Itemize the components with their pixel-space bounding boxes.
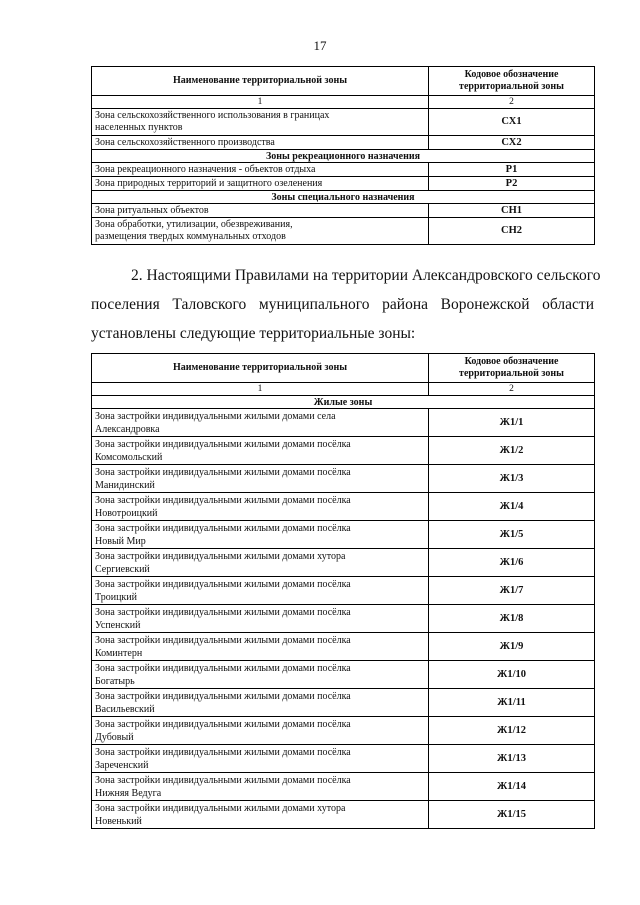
header-zone-name: Наименование территориальной зоны xyxy=(92,67,429,96)
zone-name-line: Васильевский xyxy=(95,703,155,715)
header-zone-code-line1: Кодовое обозначение xyxy=(464,356,559,367)
table-row xyxy=(92,521,595,549)
table-row xyxy=(92,549,595,577)
section-header-row xyxy=(92,150,595,163)
paragraph-line: поселения Таловского муниципального района Воронежской области xyxy=(91,296,594,313)
zone-name-cell xyxy=(92,465,429,493)
zone-code-cell: Ж1/4 xyxy=(429,493,595,521)
table-row xyxy=(92,773,595,801)
header-zone-name: Наименование территориальной зоны xyxy=(92,354,429,383)
table-row xyxy=(92,163,595,177)
zone-name-line: Зона ритуальных объектов xyxy=(95,204,209,216)
zone-name-line: Зона застройки индивидуальными жилыми домами посёлка xyxy=(95,466,351,478)
table-row xyxy=(92,218,595,245)
zone-name-cell xyxy=(92,633,429,661)
zone-name-line: размещения твердых коммунальных отходов xyxy=(95,231,286,242)
zone-name-line: Сергиевский xyxy=(95,563,150,575)
zone-name-line: Дубовый xyxy=(95,731,134,743)
zone-code-cell: СН1 xyxy=(429,204,595,218)
column-index-row xyxy=(92,96,595,109)
table-row xyxy=(92,409,595,437)
zone-name-line: Зона рекреационного назначения - объектов отдыха xyxy=(95,163,316,175)
header-zone-code xyxy=(429,67,595,96)
zone-name-line: Нижняя Ведуга xyxy=(95,787,162,799)
column-index-row xyxy=(92,383,595,396)
zone-name-line: Зона застройки индивидуальными жилыми домами посёлка xyxy=(95,578,351,590)
table-row xyxy=(92,109,595,136)
zone-name-cell xyxy=(92,136,429,150)
paragraph-line: 2. Настоящими Правилами на территории Александровского сельского xyxy=(131,267,601,284)
zone-name-line: Комсомольский xyxy=(95,451,163,463)
zone-name-cell xyxy=(92,409,429,437)
zone-name-line: Зона застройки индивидуальными жилыми домами посёлка xyxy=(95,606,351,618)
zone-code-cell: Ж1/11 xyxy=(429,689,595,717)
section-title: Зоны специального назначения xyxy=(92,191,595,204)
zone-name-cell xyxy=(92,577,429,605)
zone-name-cell xyxy=(92,605,429,633)
zone-name-line: Александровка xyxy=(95,423,160,435)
header-zone-code-line1: Кодовое обозначение xyxy=(464,69,559,80)
table-header-row xyxy=(92,354,595,383)
zone-code-cell: Ж1/7 xyxy=(429,577,595,605)
zone-name-line: Зона сельскохозяйственного производства xyxy=(95,136,275,148)
body-paragraph xyxy=(91,261,601,348)
zone-code-cell: Р1 xyxy=(429,163,595,177)
zone-code-cell: Ж1/6 xyxy=(429,549,595,577)
zone-name-cell xyxy=(92,204,429,218)
zone-name-line: Зона застройки индивидуальными жилыми домами посёлка xyxy=(95,690,351,702)
zone-code-cell: СН2 xyxy=(429,218,595,245)
zone-name-cell xyxy=(92,109,429,136)
table-row xyxy=(92,689,595,717)
table-row xyxy=(92,661,595,689)
zone-name-cell xyxy=(92,163,429,177)
zone-name-cell xyxy=(92,717,429,745)
zone-name-line: Троицкий xyxy=(95,591,137,603)
zone-name-line: Зона застройки индивидуальными жилыми домами хутора xyxy=(95,802,346,814)
column-index-1: 1 xyxy=(92,383,429,396)
zone-name-line: Манидинский xyxy=(95,479,155,491)
zone-name-line: Зона застройки индивидуальными жилыми домами посёлка xyxy=(95,718,351,730)
zone-name-line: Новенький xyxy=(95,815,142,827)
zone-name-cell xyxy=(92,801,429,829)
zone-name-cell xyxy=(92,177,429,191)
zone-code-cell: Ж1/15 xyxy=(429,801,595,829)
zone-name-line: Зона застройки индивидуальными жилыми домами посёлка xyxy=(95,634,351,646)
zone-name-line: Новый Мир xyxy=(95,535,146,547)
header-zone-code-line2: территориальной зоны xyxy=(459,81,564,92)
header-zone-code-line2: территориальной зоны xyxy=(459,368,564,379)
zone-code-cell: Ж1/8 xyxy=(429,605,595,633)
zone-code-cell: СХ1 xyxy=(429,109,595,136)
table-row xyxy=(92,177,595,191)
section-header-row xyxy=(92,396,595,409)
zone-name-line: Зона застройки индивидуальными жилыми домами посёлка xyxy=(95,662,351,674)
zone-code-cell: Ж1/1 xyxy=(429,409,595,437)
zone-code-cell: Ж1/2 xyxy=(429,437,595,465)
zone-name-cell xyxy=(92,773,429,801)
column-index-2: 2 xyxy=(429,383,595,396)
column-index-1: 1 xyxy=(92,96,429,109)
territorial-zones-table-1 xyxy=(91,66,595,245)
zone-name-line: Успенский xyxy=(95,619,141,631)
zone-name-cell xyxy=(92,549,429,577)
section-header-row xyxy=(92,191,595,204)
zone-code-cell: Ж1/10 xyxy=(429,661,595,689)
zone-name-cell xyxy=(92,689,429,717)
zone-name-line: Зона застройки индивидуальными жилыми домами посёлка xyxy=(95,522,351,534)
zone-name-cell xyxy=(92,218,429,245)
zone-code-cell: Ж1/14 xyxy=(429,773,595,801)
paragraph-line: установлены следующие территориальные зоны: xyxy=(91,325,416,342)
zone-code-cell: Ж1/5 xyxy=(429,521,595,549)
table-row xyxy=(92,717,595,745)
table-row xyxy=(92,493,595,521)
table-row xyxy=(92,204,595,218)
table-row xyxy=(92,577,595,605)
zone-name-line: Зона застройки индивидуальными жилыми домами села xyxy=(95,410,336,422)
zone-name-cell xyxy=(92,493,429,521)
zone-code-cell: Ж1/13 xyxy=(429,745,595,773)
table-row xyxy=(92,801,595,829)
section-title: Жилые зоны xyxy=(92,396,595,409)
zone-name-cell xyxy=(92,437,429,465)
zone-code-cell: Ж1/9 xyxy=(429,633,595,661)
table-row xyxy=(92,136,595,150)
table-row xyxy=(92,633,595,661)
zone-name-line: Зона застройки индивидуальными жилыми домами хутора xyxy=(95,550,346,562)
table-row xyxy=(92,605,595,633)
zone-name-cell xyxy=(92,521,429,549)
zone-name-line: Зона застройки индивидуальными жилыми домами посёлка xyxy=(95,746,351,758)
zone-name-cell xyxy=(92,745,429,773)
table-row xyxy=(92,437,595,465)
zone-name-line: Зона застройки индивидуальными жилыми домами посёлка xyxy=(95,438,351,450)
header-zone-code xyxy=(429,354,595,383)
zone-name-line: Зона застройки индивидуальными жилыми домами посёлка xyxy=(95,494,351,506)
zone-name-cell xyxy=(92,661,429,689)
column-index-2: 2 xyxy=(429,96,595,109)
territorial-zones-table-2 xyxy=(91,353,595,829)
table-row xyxy=(92,465,595,493)
table-row xyxy=(92,745,595,773)
zone-name-line: Зона природных территорий и защитного озеленения xyxy=(95,177,323,189)
zone-code-cell: СХ2 xyxy=(429,136,595,150)
zone-name-line: населенных пунктов xyxy=(95,122,183,133)
section-title: Зоны рекреационного назначения xyxy=(92,150,595,163)
zone-name-line: Зареченский xyxy=(95,759,149,771)
page-number: 17 xyxy=(313,38,327,53)
table-header-row xyxy=(92,67,595,96)
zone-code-cell: Р2 xyxy=(429,177,595,191)
zone-name-line: Зона сельскохозяйственного использования в границах xyxy=(95,110,330,121)
zone-code-cell: Ж1/12 xyxy=(429,717,595,745)
zone-name-line: Зона обработки, утилизации, обезвреживания, xyxy=(95,219,293,230)
zone-code-cell: Ж1/3 xyxy=(429,465,595,493)
zone-name-line: Новотроицкий xyxy=(95,507,158,519)
zone-name-line: Коминтерн xyxy=(95,647,143,659)
zone-name-line: Богатырь xyxy=(95,675,135,687)
zone-name-line: Зона застройки индивидуальными жилыми домами посёлка xyxy=(95,774,351,786)
